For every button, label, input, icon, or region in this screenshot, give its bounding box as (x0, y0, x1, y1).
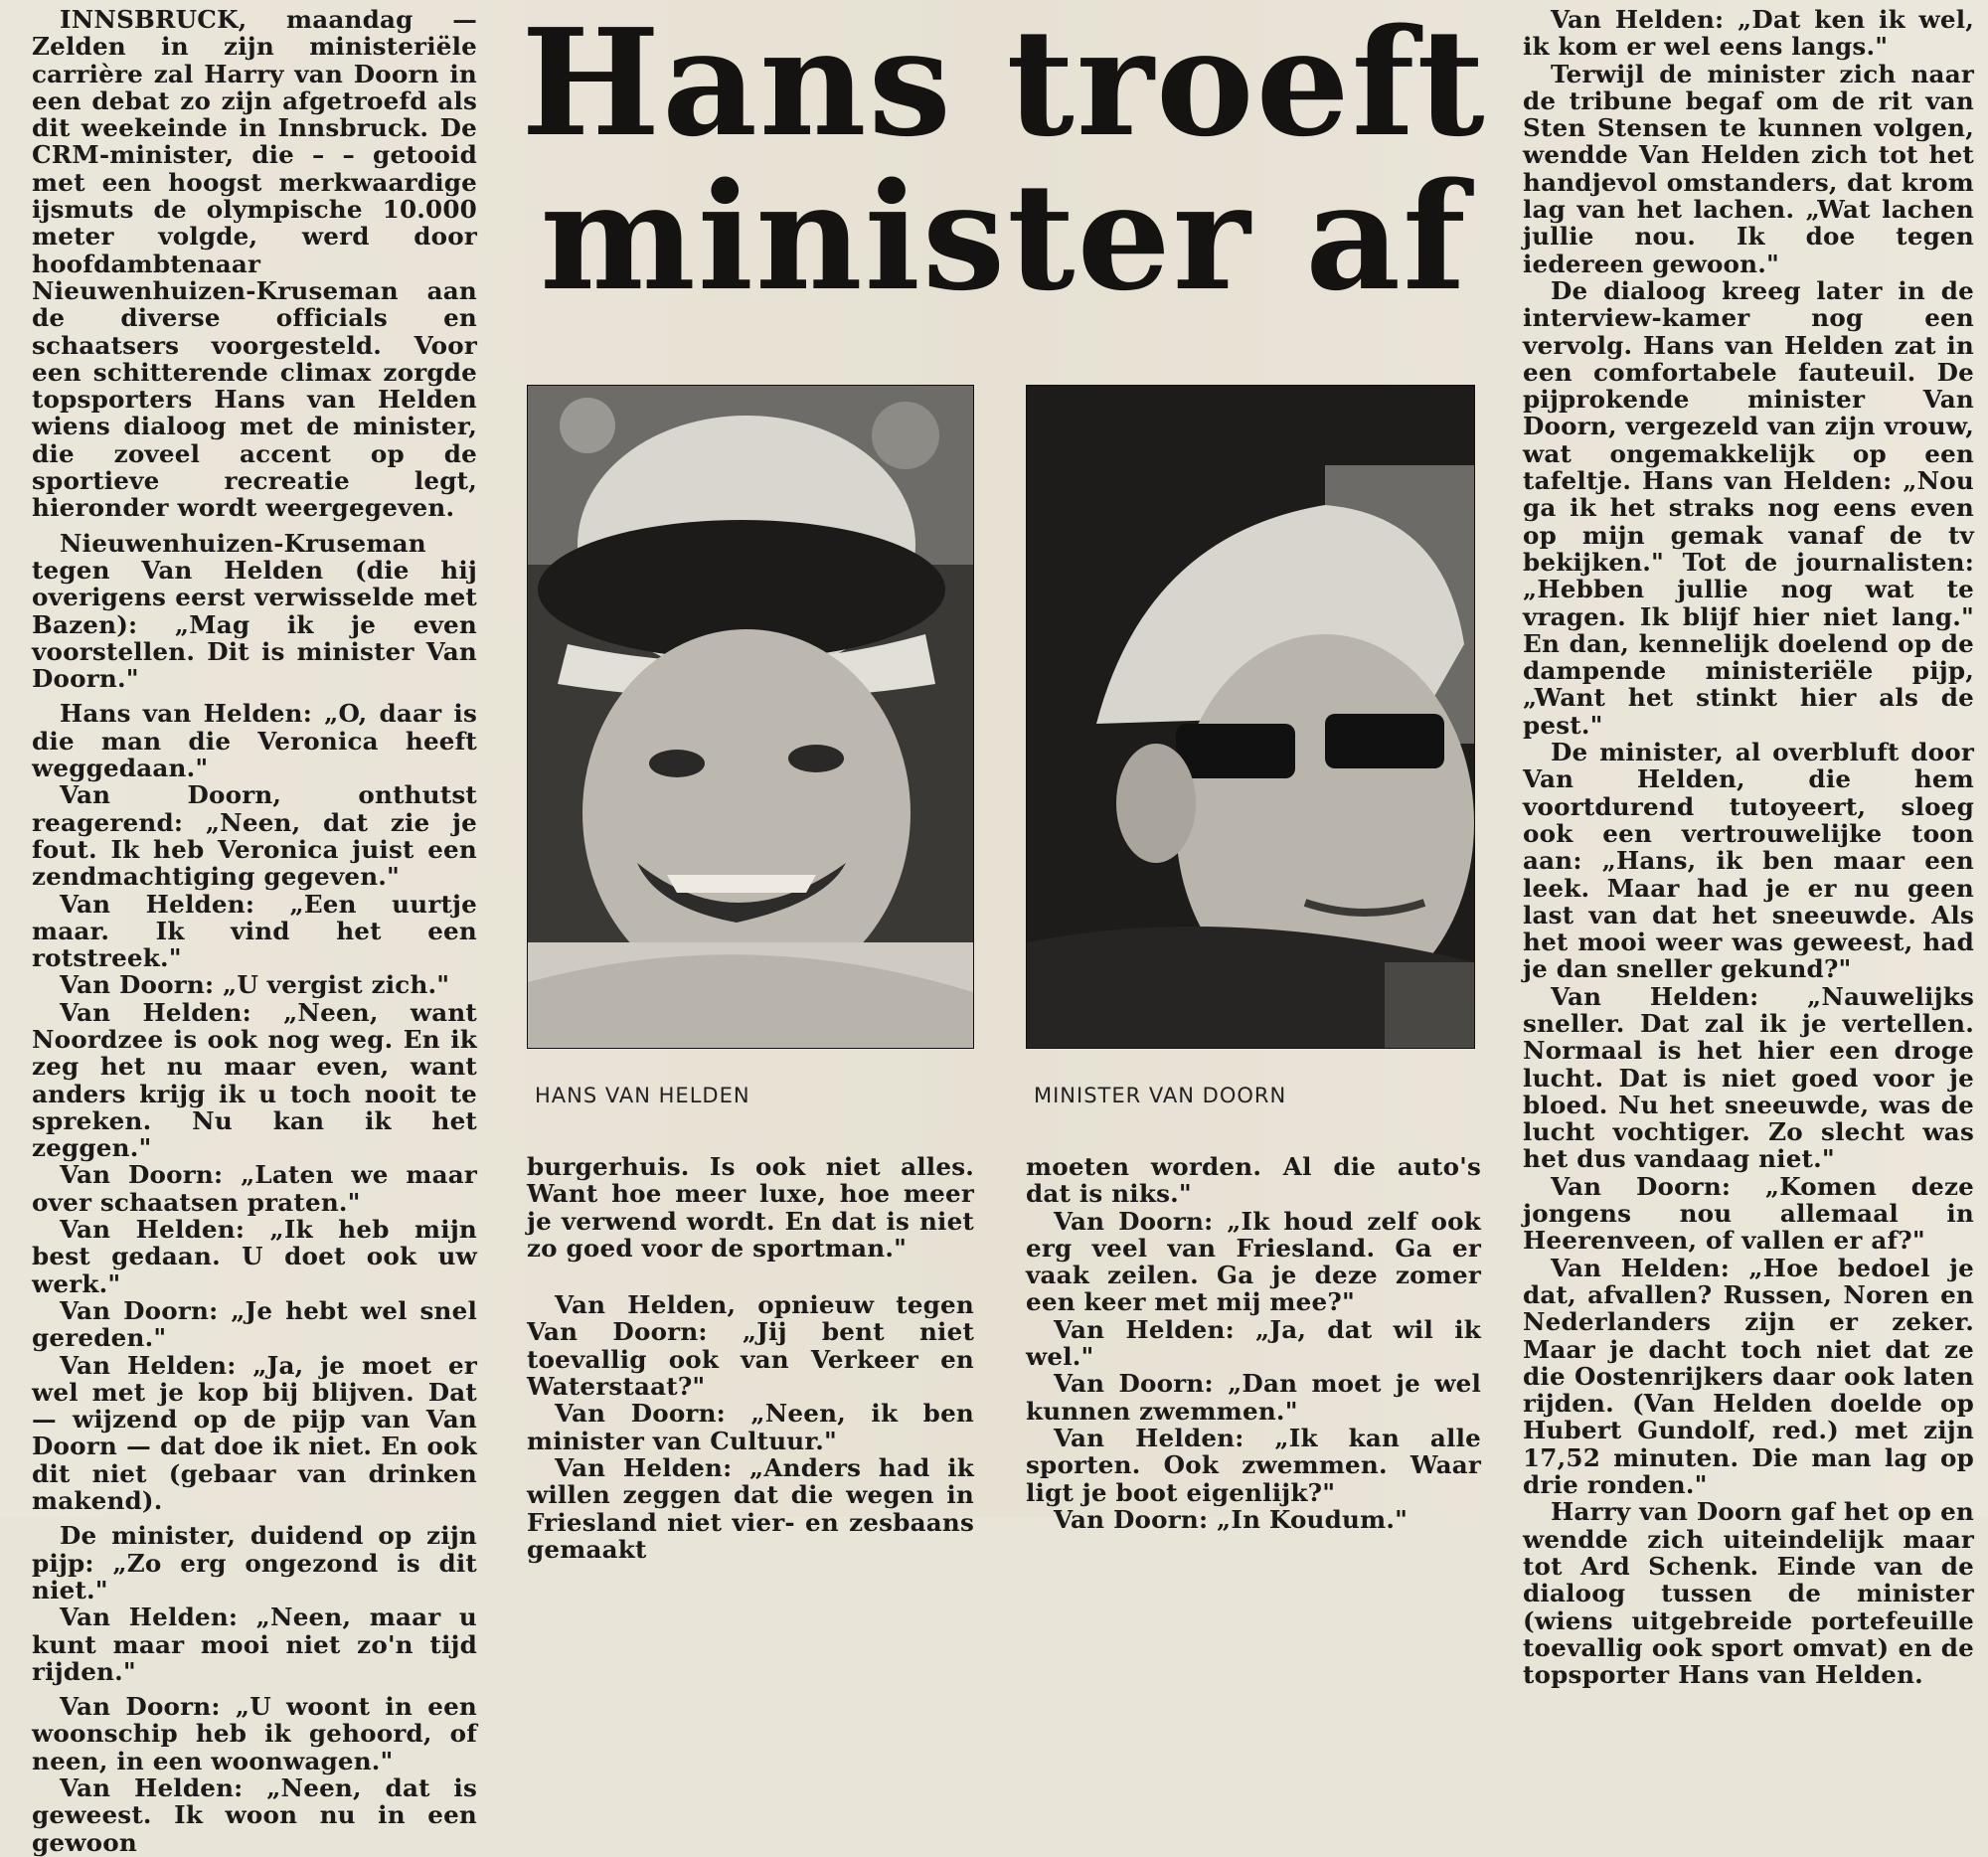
paragraph: Van Doorn, onthutst reagerend: „Neen, dat zie je fout. Ik heb Veronica juist een zendmachtiging gegeven." (32, 780, 477, 892)
paragraph: Zelden in zijn ministeriële carrière zal Harry van Doorn in een debat zo zijn afgetroefd als dit weekeinde in Innsbruck. De CRM-minister, die – – getooid met een hoogst merkwaardige ijsmuts de olympische 10.000 meter volgde, werd door hoofdambtenaar Nieuwenhuizen-Kruseman aan de diverse officials en schaatsers voorgesteld. Voor een schitterende climax zorgde topsporters Hans van Helden wiens dialoog met de minister, die zoveel accent op de sportieve recreatie legt, hieronder wordt weergegeven. (32, 32, 477, 523)
dateline: INNSBRUCK, maandag — (60, 5, 477, 34)
paragraph: Van Helden: „Dat ken ik wel, ik kom er wel eens langs." (1523, 5, 1974, 62)
headline-line-1: Hans troeft (521, 0, 1487, 169)
article-column-1 (32, 6, 477, 1856)
paragraph: De dialoog kreeg later in de interview-kamer nog een vervolg. Hans van Helden zat in een comfortabele fauteuil. De pijprokende minister Van Doorn, vergezeld van zijn vrouw, wat ongemakkelijk op een tafeltje. Hans van Helden: „Nou ga ik het straks nog eens even op mijn gemak vanaf de tv bekijken." Tot de journalisten: „Hebben jullie nog wat te vragen. Ik blijf hier niet lang." En dan, kennelijk doelend op de dampende ministeriële pijp, „Want het stinkt hier als de pest." (1523, 275, 1974, 740)
paragraph: Van Helden: „Hoe bedoel je dat, afvallen? Russen, Noren en Nederlanders zijn er zeker. Maar je dacht toch niet dat ze die Oostenrijkers daar ook laten rijden. (Van Helden doelde op Hubert Gundolf, red.) met zijn 17,52 minuten. Die man lag op drie ronden." (1523, 1253, 1974, 1500)
caption-right: MINISTER VAN DOORN (1034, 1084, 1287, 1107)
paragraph: Van Helden, opnieuw tegen Van Doorn: „Jij bent niet toevallig ook van Verkeer en Waterstaat?" (527, 1290, 974, 1402)
paragraph: Van Doorn: „U vergist zich." (60, 970, 450, 1000)
paragraph: burgerhuis. Is ook niet alles. Want hoe meer luxe, hoe meer je verwend wordt. En dat is niet zo goed voor de sportman." (527, 1152, 974, 1263)
paragraph: Van Doorn: „Komen deze jongens nou allemaal in Heerenveen, of vallen er af?" (1523, 1171, 1974, 1256)
paragraph: Van Doorn: „Dan moet je wel kunnen zwemmen." (1026, 1369, 1481, 1426)
paragraph: Van Helden: „Ja, je moet er wel met je kop bij blijven. Dat — wijzend op de pijp van Van Doorn — dat doe ik niet. En ook dit niet (gebaar van drinken makend). (32, 1350, 477, 1516)
paragraph: Van Doorn: „Laten we maar over schaatsen praten." (32, 1160, 477, 1217)
lead-paragraph (32, 6, 477, 522)
paragraph: Nieuwenhuizen-Kruseman tegen Van Helden (die hij overigens eerst verwisselde met Bazen): „Mag ik je even voorstellen. Dit is minister Van Doorn." (32, 528, 477, 694)
headline (517, 0, 1491, 323)
portrait-helmet-icon (528, 386, 973, 1048)
paragraph: Van Helden: „Neen, maar u kunt maar mooi niet zo'n tijd rijden." (32, 1603, 477, 1686)
photo-hans-van-helden (527, 385, 974, 1049)
photo-minister-van-doorn (1026, 385, 1475, 1049)
paragraph: De minister, al overbluft door Van Helden, die hem voortdurend tutoyeert, sloeg ook een vertrouwelijke toon aan: „Hans, ik ben maar een leek. Maar had je er nu geen last van dat het sneeuwde. Als het mooi weer was geweest, had je dan sneller gekund?" (1523, 738, 1974, 984)
portrait-glasses-icon (1027, 386, 1474, 1048)
paragraph: Van Doorn: „Je hebt wel snel gereden." (32, 1295, 477, 1353)
paragraph: Terwijl de minister zich naar de tribune begaf om de rit van Sten Stensen te kunnen volgen, wendde Van Helden zich tot het handjevol omstanders, dat krom lag van het lachen. „Wat lachen jullie nou. Ik doe tegen iedereen gewoon." (1523, 59, 1974, 278)
paragraph: Van Helden: „Ik kan alle sporten. Ook zwemmen. Waar ligt je boot eigenlijk?" (1026, 1423, 1481, 1507)
article-column-3 (1026, 1153, 1481, 1533)
article-column-4 (1523, 6, 1974, 1688)
paragraph: Hans van Helden: „O, daar is die man die Veronica heeft weggedaan." (32, 699, 477, 783)
paragraph: Van Helden: „Ja, dat wil ik wel." (1026, 1314, 1481, 1372)
paragraph: Van Helden: „Nauwelijks sneller. Dat zal ik je vertellen. Normaal is het hier een droge lucht. Dat is niet goed voor je bloed. Nu het sneeuwde, was de lucht vochtiger. Zo slecht was het dus vandaag niet." (1523, 981, 1974, 1174)
paragraph: Van Doorn: „Neen, ik ben minister van Cultuur." (527, 1399, 974, 1455)
paragraph: Van Helden: „Neen, want Noordzee is ook nog weg. En ik zeg het nu maar even, want anders krijg ik u toch nooit te spreken. Nu kan ik het zeggen." (32, 997, 477, 1163)
paragraph: Van Doorn: „Ik houd zelf ook erg veel van Friesland. Ga er vaak zeilen. Ga je deze zomer een keer met mij mee?" (1026, 1206, 1481, 1317)
paragraph: Van Helden: „Anders had ik willen zeggen dat die wegen in Friesland niet vier- en zesbaans gemaakt (527, 1452, 974, 1564)
paragraph: Harry van Doorn gaf het op en wendde zich uiteindelijk maar tot Ard Schenk. Einde van de dialoog tussen de minister (wiens uitgebreide portefeuille toevallig ook sport omvat) en de topsporter Hans van Helden. (1523, 1497, 1974, 1690)
paragraph: Van Doorn: „U woont in een woonschip heb ik gehoord, of neen, in een woonwagen." (32, 1692, 477, 1775)
article-column-2 (527, 1153, 974, 1563)
paragraph: Van Helden: „Ik heb mijn best gedaan. U doet ook uw werk." (32, 1215, 477, 1298)
caption-left: HANS VAN HELDEN (535, 1084, 750, 1107)
headline-line-2: minister af (540, 150, 1468, 323)
paragraph: moeten worden. Al die auto's dat is niks." (1026, 1152, 1481, 1209)
paragraph: Van Helden: „Neen, dat is geweest. Ik woon nu in een gewoon (32, 1773, 477, 1857)
paragraph: De minister, duidend op zijn pijp: „Zo erg ongezond is dit niet." (32, 1521, 477, 1604)
paragraph: Van Doorn: „In Koudum." (1054, 1504, 1408, 1534)
paragraph: Van Helden: „Een uurtje maar. Ik vind het een rotstreek." (32, 889, 477, 973)
